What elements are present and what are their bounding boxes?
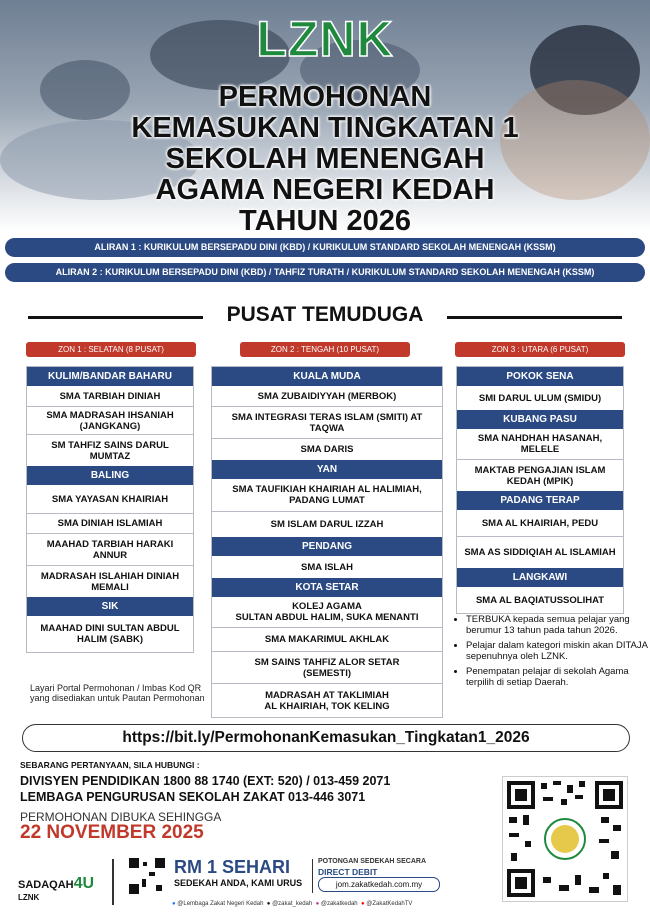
school-item: SMI DARUL ULUM (SMIDU) [478,392,602,404]
note-item: • Pelajar dalam kategori miskin akan DITAJA sepenuhnya oleh LZNK. [466,640,650,662]
school-item: SMA AL KHAIRIAH, PEDU [481,517,599,529]
school-item: MAAHAD TARBIAH HARAKI ANNUR [27,533,193,565]
info-notes [456,614,650,692]
qr-code-image[interactable] [502,776,628,902]
aliran-2-banner: ALIRAN 2 : KURIKULUM BERSEPADU DINI (KBD) / TAHFIZ TURATH / KURIKULUM STANDARD SEKOLAH MENENGAH (KSSM) [5,263,645,282]
deadline-label: PERMOHONAN DIBUKA SEHINGGA [20,810,222,824]
district-header: LANGKAWI [457,568,623,587]
note-item: • Penempatan pelajar di sekolah Agama terpilih di setiap Daerah. [466,666,650,688]
website-link[interactable]: jom.zakatkedah.com.my [318,877,440,892]
district-header: KOTA SETAR [212,578,442,597]
school-item: KOLEJ AGAMA SULTAN ABDUL HALIM, SUKA MENANTI [235,601,419,623]
school-item: SMA MADRASAH IHSANIAH (JANGKANG) [27,406,193,434]
school-item: SM TAHFIZ SAINS DARUL MUMTAZ [27,434,193,466]
footer-bar [0,855,490,919]
district-header: SIK [27,597,193,616]
school-item: SMA INTEGRASI TERAS ISLAM (SMITI) AT TAQWA [212,406,442,438]
note-item: • TERBUKA kepada semua pelajar yang berumur 13 tahun pada tahun 2026. [466,614,650,636]
deadline-date: 22 NOVEMBER 2025 [20,822,204,843]
divider [312,859,313,893]
social-links: ● @Lembaga Zakat Negeri Kedah ● @zakat_kedah ● @zakatkedah ● @ZakatKedahTV [172,901,413,907]
contact-heading: SEBARANG PERTANYAAN, SILA HUBUNGI : [20,760,200,770]
school-item: MAAHAD DINI SULTAN ABDUL HALIM (SABK) [40,623,180,645]
school-item: SMA YAYASAN KHAIRIAH [51,493,169,505]
school-item: MADRASAH AT TAKLIMIAH AL KHAIRIAH, TOK KELING [212,683,442,717]
school-item: SMA TARBIAH DINIAH [59,390,161,402]
district-header: BALING [27,466,193,485]
district-header: PENDANG [212,537,442,556]
zone-3-label: ZON 3 : UTARA (6 PUSAT) [455,342,625,357]
small-qr-code-image[interactable] [128,857,166,895]
rm-1-sehari-title: RM 1 SEHARI [174,857,291,877]
school-item: SMA NAHDHAH HASANAH, MELELE [477,433,603,455]
sadaqah-logo: SADAQAH4U LZNK [18,875,95,902]
zone-2-label: ZON 2 : TENGAH (10 PUSAT) [240,342,410,357]
district-header: KUALA MUDA [212,367,442,386]
district-header: POKOK SENA [457,367,623,386]
school-item: SMA ZUBAIDIYYAH (MERBOK) [257,390,397,402]
school-item: SMA ISLAH [301,561,353,573]
school-item: SMA AL BAQIATUSSOLIHAT [475,594,605,606]
zone-3-list [456,366,624,614]
school-item: SMA DINIAH ISLAMIAH [27,513,193,533]
zone-1-list [26,366,194,653]
school-item: SM ISLAM DARUL IZZAH [212,511,442,537]
page-title: PERMOHONAN KEMASUKAN TINGKATAN 1 SEKOLAH MENENGAH AGAMA NEGERI KEDAH TAHUN 2026 [131,81,519,237]
school-item: SMA MAKARIMUL AKHLAK [212,627,442,651]
contact-line: DIVISYEN PENDIDIKAN 1800 88 1740 (EXT: 520) / 013-459 2071 [20,774,391,788]
rm-subtitle: SEDEKAH ANDA, KAMI URUS [174,878,303,888]
portal-instruction: Layari Portal Permohonan / Imbas Kod QR yang disediakan untuk Pautan Permohonan [30,683,205,703]
divider [112,859,114,905]
aliran-1-banner: ALIRAN 1 : KURIKULUM BERSEPADU DINI (KBD) / KURIKULUM STANDARD SEKOLAH MENENGAH (KSSM) [5,238,645,257]
school-item: SMA DARIS [212,438,442,460]
school-item: MAKTAB PENGAJIAN ISLAM KEDAH (MPIK) [457,459,623,491]
district-header: YAN [212,460,442,479]
direct-debit-text: DIRECT DEBIT [318,867,378,877]
application-url-link[interactable]: https://bit.ly/PermohonanKemasukan_Tingkatan1_2026 [22,724,630,752]
potongan-text: POTONGAN SEDEKAH SECARA [318,858,426,865]
school-item: SMA TAUFIKIAH KHAIRIAH AL HALIMIAH, PADANG LUMAT [232,484,422,506]
section-heading: PUSAT TEMUDUGA [226,303,424,326]
lznk-logo: LZNK [256,11,394,67]
school-item: MADRASAH ISLAHIAH DINIAH MEMALI [27,565,193,597]
zone-1-label: ZON 1 : SELATAN (8 PUSAT) [26,342,196,357]
district-header: KULIM/BANDAR BAHARU [27,367,193,386]
contact-line: LEMBAGA PENGURUSAN SEKOLAH ZAKAT 013-446 3071 [20,790,366,804]
zone-2-list [211,366,443,718]
school-item: SM SAINS TAHFIZ ALOR SETAR (SEMESTI) [212,651,442,683]
district-header: KUBANG PASU [457,410,623,429]
school-item: SMA AS SIDDIQIAH AL ISLAMIAH [457,536,623,568]
district-header: PADANG TERAP [457,491,623,510]
